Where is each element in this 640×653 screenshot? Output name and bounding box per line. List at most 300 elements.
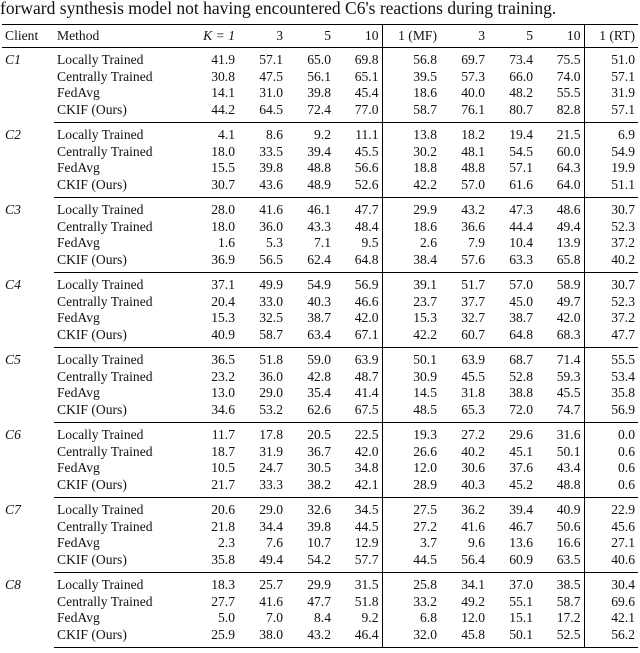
value-cell: 31.6 [556, 427, 581, 442]
value-cell: 37.7 [461, 293, 485, 309]
value-cell: 18.6 [382, 219, 440, 236]
value-cell: 47.7 [354, 202, 379, 217]
value-cell: 38.7 [307, 310, 331, 325]
value-cell: 36.6 [461, 218, 485, 234]
value-cell: 50.1 [488, 627, 536, 648]
value-cell: 39.5 [382, 69, 440, 86]
table-row [2, 402, 638, 423]
method-name: CKIF (Ours) [54, 177, 180, 198]
value-cell: 36.0 [259, 218, 283, 234]
value-cell: 41.9 [211, 52, 235, 67]
value-cell: 43.4 [556, 460, 581, 475]
value-cell: 39.1 [382, 273, 440, 294]
method-name: Locally Trained [57, 427, 144, 442]
value-cell: 14.1 [211, 85, 235, 100]
value-cell: 67.1 [334, 327, 382, 348]
value-cell: 34.4 [259, 518, 283, 534]
value-cell: 74.7 [536, 402, 584, 423]
value-cell: 37.0 [509, 577, 533, 592]
value-cell: 35.4 [307, 385, 331, 400]
value-cell: 65.0 [307, 52, 331, 67]
value-cell: 55.5 [584, 348, 638, 369]
header-rt1: 1 (RT) [584, 25, 638, 48]
client-label: C7 [5, 501, 21, 517]
value-cell: 29.9 [382, 198, 440, 219]
value-cell: 52.8 [509, 368, 533, 384]
value-cell: 57.6 [440, 252, 488, 273]
value-cell: 18.8 [382, 160, 440, 177]
value-cell: 62.6 [286, 402, 334, 423]
value-cell: 33.0 [259, 293, 283, 309]
value-cell: 28.9 [382, 477, 440, 498]
value-cell: 48.9 [286, 177, 334, 198]
value-cell: 42.1 [584, 610, 638, 627]
value-cell: 24.7 [259, 460, 283, 475]
value-cell: 27.2 [382, 519, 440, 536]
value-cell: 35.8 [584, 385, 638, 402]
value-cell: 52.5 [536, 627, 584, 648]
value-cell: 59.0 [307, 352, 331, 367]
header-k1: K = 1 [180, 25, 238, 48]
value-cell: 55.5 [556, 85, 581, 100]
value-cell: 36.0 [259, 368, 283, 384]
value-cell: 23.2 [211, 368, 235, 384]
value-cell: 60.7 [440, 327, 488, 348]
value-cell: 64.8 [334, 252, 382, 273]
table-row [2, 552, 638, 573]
value-cell: 56.6 [354, 160, 379, 175]
table-row [2, 310, 638, 327]
method-name: FedAvg [57, 85, 100, 100]
value-cell: 39.8 [307, 518, 331, 534]
value-cell: 65.8 [536, 252, 584, 273]
table-row [2, 498, 638, 519]
value-cell: 72.0 [488, 402, 536, 423]
table-row [2, 198, 638, 219]
value-cell: 72.4 [286, 102, 334, 123]
client-group [2, 348, 638, 423]
table-row [2, 444, 638, 461]
value-cell: 9.5 [361, 235, 379, 250]
value-cell: 61.6 [488, 177, 536, 198]
client-group [2, 198, 638, 273]
header-k5: 5 [286, 25, 334, 48]
header-client: Client [2, 25, 54, 48]
value-cell: 12.0 [382, 460, 440, 477]
value-cell: 65.3 [440, 402, 488, 423]
method-name: CKIF (Ours) [54, 552, 180, 573]
method-name: CKIF (Ours) [54, 402, 180, 423]
value-cell: 38.2 [286, 477, 334, 498]
method-name: Centrally Trained [57, 68, 153, 84]
value-cell: 57.1 [259, 52, 283, 67]
value-cell: 49.4 [556, 218, 581, 234]
value-cell: 30.5 [307, 460, 331, 475]
value-cell: 39.4 [307, 143, 331, 159]
table-row [2, 69, 638, 86]
value-cell: 48.6 [556, 202, 581, 217]
value-cell: 52.6 [334, 177, 382, 198]
value-cell: 43.6 [238, 177, 286, 198]
value-cell: 31.9 [584, 85, 638, 102]
value-cell: 19.4 [509, 127, 533, 142]
method-name: Centrally Trained [57, 443, 153, 459]
method-name: CKIF (Ours) [54, 477, 180, 498]
value-cell: 68.3 [536, 327, 584, 348]
value-cell: 29.9 [307, 577, 331, 592]
value-cell: 30.2 [382, 144, 440, 161]
value-cell: 48.8 [461, 160, 485, 175]
value-cell: 42.1 [334, 477, 382, 498]
header-mf3: 3 [440, 25, 488, 48]
value-cell: 46.1 [307, 202, 331, 217]
value-cell: 12.0 [461, 610, 485, 625]
value-cell: 45.2 [488, 477, 536, 498]
value-cell: 48.2 [509, 85, 533, 100]
value-cell: 0.6 [584, 444, 638, 461]
method-name: Locally Trained [57, 52, 144, 67]
value-cell: 26.6 [382, 444, 440, 461]
value-cell: 42.8 [307, 368, 331, 384]
value-cell: 63.3 [488, 252, 536, 273]
value-cell: 68.7 [509, 352, 533, 367]
table-caption: forward synthesis model not having encountered C6's reactions during training. [0, 0, 557, 18]
value-cell: 0.6 [584, 477, 638, 498]
client-group [2, 573, 638, 648]
value-cell: 48.4 [354, 218, 379, 234]
client-label: C1 [5, 52, 21, 67]
value-cell: 64.3 [556, 160, 581, 175]
table-row [2, 385, 638, 402]
value-cell: 42.2 [382, 177, 440, 198]
value-cell: 6.8 [382, 610, 440, 627]
value-cell: 38.7 [509, 310, 533, 325]
header-mf1: 1 (MF) [382, 25, 440, 48]
value-cell: 52.3 [584, 219, 638, 236]
value-cell: 15.1 [509, 610, 533, 625]
value-cell: 38.4 [382, 252, 440, 273]
value-cell: 29.0 [259, 502, 283, 517]
method-name: FedAvg [57, 310, 100, 325]
value-cell: 40.2 [584, 252, 638, 273]
value-cell: 63.4 [286, 327, 334, 348]
table-row [2, 177, 638, 198]
value-cell: 20.4 [211, 293, 235, 309]
method-name: Centrally Trained [57, 593, 153, 609]
value-cell: 31.5 [354, 577, 379, 592]
value-cell: 18.7 [211, 443, 235, 459]
value-cell: 19.3 [382, 423, 440, 444]
value-cell: 37.6 [509, 460, 533, 475]
value-cell: 30.7 [584, 273, 638, 294]
value-cell: 33.2 [382, 594, 440, 611]
value-cell: 12.9 [354, 535, 379, 550]
value-cell: 10.5 [211, 460, 235, 475]
client-group [2, 423, 638, 498]
value-cell: 74.0 [556, 68, 581, 84]
value-cell: 49.7 [556, 293, 581, 309]
method-name: Centrally Trained [57, 368, 153, 384]
value-cell: 0.0 [584, 423, 638, 444]
value-cell: 9.2 [314, 127, 331, 142]
value-cell: 57.1 [584, 69, 638, 86]
value-cell: 64.0 [536, 177, 584, 198]
value-cell: 30.7 [584, 198, 638, 219]
table-row [2, 369, 638, 386]
table-row [2, 535, 638, 552]
value-cell: 44.4 [509, 218, 533, 234]
value-cell: 11.7 [211, 427, 235, 442]
method-name: Centrally Trained [57, 293, 153, 309]
method-name: Locally Trained [57, 577, 144, 592]
value-cell: 0.6 [584, 460, 638, 477]
value-cell: 46.4 [334, 627, 382, 648]
value-cell: 31.0 [259, 85, 283, 100]
value-cell: 30.8 [211, 68, 235, 84]
value-cell: 47.3 [509, 202, 533, 217]
value-cell: 30.4 [584, 573, 638, 594]
value-cell: 32.7 [461, 310, 485, 325]
table-row [2, 235, 638, 252]
value-cell: 56.5 [238, 252, 286, 273]
table-row [2, 123, 638, 144]
value-cell: 69.8 [354, 52, 379, 67]
method-name: Centrally Trained [57, 518, 153, 534]
value-cell: 50.1 [382, 348, 440, 369]
value-cell: 42.2 [382, 327, 440, 348]
value-cell: 10.4 [509, 235, 533, 250]
value-cell: 57.1 [509, 160, 533, 175]
value-cell: 82.8 [536, 102, 584, 123]
value-cell: 8.4 [314, 610, 331, 625]
value-cell: 22.5 [354, 427, 379, 442]
value-cell: 57.1 [584, 102, 638, 123]
value-cell: 17.2 [556, 610, 581, 625]
client-group [2, 123, 638, 198]
table-row [2, 144, 638, 161]
value-cell: 51.1 [584, 177, 638, 198]
value-cell: 29.6 [509, 427, 533, 442]
method-name: FedAvg [57, 460, 100, 475]
value-cell: 49.4 [238, 552, 286, 573]
value-cell: 2.3 [218, 535, 235, 550]
table-row [2, 160, 638, 177]
value-cell: 56.8 [382, 48, 440, 69]
table-row [2, 348, 638, 369]
client-label: C6 [5, 426, 21, 442]
method-name: Centrally Trained [57, 218, 153, 234]
method-name: Locally Trained [57, 502, 144, 517]
value-cell: 41.4 [354, 385, 379, 400]
value-cell: 25.9 [180, 627, 238, 648]
value-cell: 62.4 [286, 252, 334, 273]
value-cell: 27.1 [584, 535, 638, 552]
value-cell: 14.5 [382, 385, 440, 402]
value-cell: 34.6 [180, 402, 238, 423]
value-cell: 9.2 [361, 610, 379, 625]
value-cell: 55.1 [509, 593, 533, 609]
value-cell: 69.7 [461, 52, 485, 67]
value-cell: 13.6 [509, 535, 533, 550]
value-cell: 21.5 [556, 127, 581, 142]
value-cell: 18.0 [211, 143, 235, 159]
table-row [2, 102, 638, 123]
client-group [2, 48, 638, 123]
value-cell: 34.1 [461, 577, 485, 592]
value-cell: 65.1 [354, 68, 379, 84]
table-row [2, 519, 638, 536]
value-cell: 57.0 [440, 177, 488, 198]
value-cell: 47.7 [307, 593, 331, 609]
value-cell: 23.7 [382, 294, 440, 311]
method-name: Locally Trained [57, 277, 144, 292]
method-name: FedAvg [57, 385, 100, 400]
value-cell: 69.6 [584, 594, 638, 611]
value-cell: 45.6 [584, 519, 638, 536]
value-cell: 44.5 [354, 518, 379, 534]
value-cell: 48.5 [382, 402, 440, 423]
value-cell: 66.0 [509, 68, 533, 84]
value-cell: 63.9 [354, 352, 379, 367]
value-cell: 15.3 [211, 310, 235, 325]
value-cell: 20.5 [307, 427, 331, 442]
value-cell: 21.8 [211, 518, 235, 534]
value-cell: 45.8 [440, 627, 488, 648]
value-cell: 38.8 [509, 385, 533, 400]
value-cell: 41.6 [259, 593, 283, 609]
value-cell: 36.7 [307, 443, 331, 459]
client-label: C5 [5, 351, 21, 367]
value-cell: 5.0 [218, 610, 235, 625]
method-name: FedAvg [57, 610, 100, 625]
value-cell: 63.5 [536, 552, 584, 573]
value-cell: 45.5 [354, 143, 379, 159]
value-cell: 42.0 [354, 310, 379, 325]
value-cell: 76.1 [440, 102, 488, 123]
value-cell: 39.8 [307, 85, 331, 100]
value-cell: 38.5 [556, 577, 581, 592]
value-cell: 44.2 [180, 102, 238, 123]
value-cell: 32.5 [259, 310, 283, 325]
value-cell: 59.3 [556, 368, 581, 384]
value-cell: 56.4 [440, 552, 488, 573]
value-cell: 51.8 [354, 593, 379, 609]
value-cell: 60.9 [488, 552, 536, 573]
value-cell: 19.9 [584, 160, 638, 177]
table-row [2, 610, 638, 627]
value-cell: 40.6 [584, 552, 638, 573]
value-cell: 13.8 [382, 123, 440, 144]
value-cell: 40.9 [556, 502, 581, 517]
value-cell: 7.6 [266, 535, 283, 550]
value-cell: 56.2 [584, 627, 638, 648]
results-table [2, 24, 638, 648]
value-cell: 43.3 [307, 218, 331, 234]
client-label: C4 [5, 276, 21, 292]
value-cell: 31.8 [461, 385, 485, 400]
value-cell: 20.6 [211, 502, 235, 517]
value-cell: 37.2 [584, 235, 638, 252]
value-cell: 64.8 [488, 327, 536, 348]
value-cell: 56.1 [307, 68, 331, 84]
table-row [2, 627, 638, 648]
value-cell: 54.9 [584, 144, 638, 161]
value-cell: 53.2 [238, 402, 286, 423]
value-cell: 21.7 [180, 477, 238, 498]
value-cell: 36.9 [180, 252, 238, 273]
value-cell: 27.5 [382, 498, 440, 519]
value-cell: 40.3 [307, 293, 331, 309]
value-cell: 30.6 [461, 460, 485, 475]
value-cell: 58.7 [238, 327, 286, 348]
value-cell: 58.9 [556, 277, 581, 292]
value-cell: 37.2 [584, 310, 638, 327]
value-cell: 36.5 [211, 352, 235, 367]
value-cell: 7.9 [468, 235, 485, 250]
client-label: C3 [5, 201, 21, 217]
value-cell: 18.3 [211, 577, 235, 592]
table-row [2, 85, 638, 102]
value-cell: 34.5 [354, 502, 379, 517]
value-cell: 42.0 [354, 443, 379, 459]
value-cell: 7.0 [266, 610, 283, 625]
value-cell: 1.6 [218, 235, 235, 250]
value-cell: 42.0 [556, 310, 581, 325]
value-cell: 58.7 [556, 593, 581, 609]
value-cell: 13.0 [211, 385, 235, 400]
value-cell: 5.3 [266, 235, 283, 250]
header-mf5: 5 [488, 25, 536, 48]
value-cell: 47.7 [584, 327, 638, 348]
method-name: Locally Trained [57, 202, 144, 217]
value-cell: 77.0 [334, 102, 382, 123]
table-row [2, 327, 638, 348]
value-cell: 40.0 [461, 85, 485, 100]
table-row [2, 594, 638, 611]
value-cell: 22.9 [584, 498, 638, 519]
value-cell: 75.5 [556, 52, 581, 67]
value-cell: 63.9 [461, 352, 485, 367]
value-cell: 18.2 [461, 127, 485, 142]
value-cell: 53.4 [584, 369, 638, 386]
table-row [2, 460, 638, 477]
value-cell: 56.9 [584, 402, 638, 423]
value-cell: 67.5 [334, 402, 382, 423]
table-row [2, 252, 638, 273]
value-cell: 25.7 [259, 577, 283, 592]
table-row [2, 573, 638, 594]
value-cell: 43.2 [286, 627, 334, 648]
value-cell: 58.7 [382, 102, 440, 123]
value-cell: 40.3 [440, 477, 488, 498]
header-k10: 10 [334, 25, 382, 48]
value-cell: 38.0 [238, 627, 286, 648]
method-name: FedAvg [57, 235, 100, 250]
value-cell: 15.3 [382, 310, 440, 327]
header-method: Method [54, 25, 180, 48]
client-label: C2 [5, 126, 21, 142]
table-row [2, 423, 638, 444]
value-cell: 9.6 [468, 535, 485, 550]
value-cell: 51.8 [259, 352, 283, 367]
value-cell: 64.5 [238, 102, 286, 123]
value-cell: 45.5 [556, 385, 581, 400]
value-cell: 37.1 [211, 277, 235, 292]
client-label: C8 [5, 576, 21, 592]
value-cell: 10.7 [307, 535, 331, 550]
value-cell: 6.9 [584, 123, 638, 144]
value-cell: 45.4 [354, 85, 379, 100]
